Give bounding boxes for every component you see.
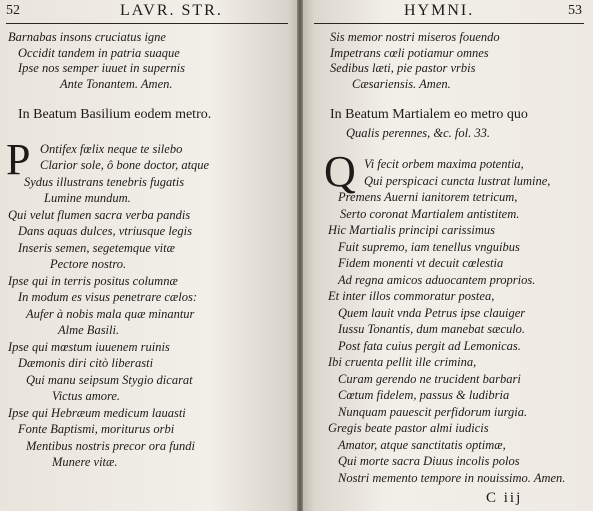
right-page bbox=[300, 0, 593, 511]
left-top-line: Barnabas insons cruciatus igne bbox=[8, 30, 166, 44]
right-hymn-line: Fuit supremo, iam tenellus vnguibus bbox=[338, 240, 520, 254]
book-gutter bbox=[297, 0, 303, 511]
left-top-line: Ante Tonantem. Amen. bbox=[60, 77, 173, 91]
right-hymn-title: In Beatum Martialem eo metro quo bbox=[330, 107, 528, 122]
left-hymn-line: Clarior sole, ô bone doctor, atque bbox=[40, 158, 210, 172]
right-hymn-line: Amator, atque sanctitatis optimæ, bbox=[338, 438, 506, 452]
right-hymn-line: Quem lauit vnda Petrus ipse clauiger bbox=[338, 306, 526, 320]
left-hymn-line: Ipse qui Hebræum medicum lauasti bbox=[8, 406, 186, 420]
left-hymn-line: Lumine mundum. bbox=[44, 191, 131, 205]
left-running-head: LAVR. STR. bbox=[120, 2, 223, 19]
right-hymn-line: Et inter illos commoratur postea, bbox=[328, 289, 495, 303]
left-hymn-line: Dans aquas dulces, vtriusque legis bbox=[18, 224, 192, 238]
right-top-line: Cæsariensis. Amen. bbox=[352, 77, 451, 91]
right-hymn-line: Post fata cuius pergit ad Lemonicas. bbox=[338, 339, 521, 353]
left-hymn-line: Victus amore. bbox=[52, 389, 121, 403]
right-hymn-line: Curam gerendo ne trucident barbari bbox=[338, 372, 521, 386]
right-hymn-line: Gregis beate pastor almi iudicis bbox=[328, 421, 489, 435]
left-hymn-line: In modum es visus penetrare cælos: bbox=[18, 290, 198, 304]
right-top-line: Impetrans cœli potiamur omnes bbox=[330, 46, 489, 60]
right-drop-capital: Q bbox=[324, 147, 356, 196]
right-hymn-line: Qui perspicaci cuncta lustrat lumine, bbox=[364, 174, 551, 188]
right-hymn-line: Hic Martialis principi carissimus bbox=[328, 223, 496, 237]
left-hymn-line: Aufer à nobis mala quæ minantur bbox=[26, 307, 195, 321]
right-hymn-line: Fidem monenti vt decuit cœlestia bbox=[338, 256, 504, 270]
right-hymn-line: Ibi cruenta pellit ille crimina, bbox=[328, 355, 477, 369]
right-head-rule bbox=[314, 23, 584, 24]
left-hymn-line: Ipse qui mœstum iuuenem ruinis bbox=[8, 340, 170, 354]
left-hymn-line: Munere vitæ. bbox=[52, 455, 118, 469]
right-hymn-line: Ad regna amicos aduocantem proprios. bbox=[338, 273, 536, 287]
left-hymn-line: Dæmonis diri citò liberasti bbox=[18, 356, 154, 370]
left-hymn-line: Mentibus nostris precor ora fundi bbox=[26, 439, 195, 453]
left-hymn-line: Qui velut flumen sacra verba pandis bbox=[8, 208, 191, 222]
left-hymn-line: Fonte Baptismi, moriturus orbi bbox=[18, 422, 175, 436]
left-hymn-line: Alme Basili. bbox=[58, 323, 120, 337]
left-hymn-line: Qui manu seipsum Stygio dicarat bbox=[26, 373, 193, 387]
left-drop-capital: P bbox=[6, 135, 31, 184]
right-hymn-line: Cœtum fidelem, passus & ludibria bbox=[338, 388, 510, 402]
left-top-line: Occidit tandem in patria suaque bbox=[18, 46, 180, 60]
right-top-line: Sis memor nostri miseros fouendo bbox=[330, 30, 500, 44]
right-top-line: Sedibus læti, pie pastor vrbis bbox=[330, 61, 476, 75]
left-page-number: 52 bbox=[6, 3, 20, 18]
signature-mark: C iij bbox=[486, 490, 523, 506]
left-top-line: Ipse nos semper iuuet in supernis bbox=[18, 61, 185, 75]
right-hymn-line: Iussu Tonantis, dum manebat sæculo. bbox=[338, 322, 526, 336]
right-running-head: HYMNI. bbox=[404, 2, 475, 19]
right-hymn-line: Premens Auerni ianitorem tetricum, bbox=[338, 190, 518, 204]
right-hymn-line: Vi fecit orbem maxima potentia, bbox=[364, 157, 524, 171]
right-hymn-line: Qui morte sacra Diuus incolis polos bbox=[338, 454, 520, 468]
left-hymn-line: Ontifex fœlix neque te silebo bbox=[40, 142, 183, 156]
right-hymn-line: Nostri memento tempore in nouissimo. Amen. bbox=[338, 471, 566, 485]
left-hymn-line: Pectore nostro. bbox=[50, 257, 127, 271]
right-hymn-line: Nunquam pauescit perfidorum iurgia. bbox=[338, 405, 528, 419]
left-hymn-line: Inseris semen, segetemque vitæ bbox=[18, 241, 175, 255]
right-hymn-line: Serto coronat Martialem antistitem. bbox=[340, 207, 520, 221]
left-hymn-line: Ipse qui in terris positus columnæ bbox=[8, 274, 178, 288]
left-hymn-line: Sydus illustrans tenebris fugatis bbox=[24, 175, 185, 189]
right-hymn-title-reference: Qualis perennes, &c. fol. 33. bbox=[346, 126, 490, 140]
left-hymn-title: In Beatum Basilium eodem metro. bbox=[18, 107, 212, 122]
left-head-rule bbox=[6, 23, 288, 24]
right-page-number: 53 bbox=[568, 3, 582, 18]
